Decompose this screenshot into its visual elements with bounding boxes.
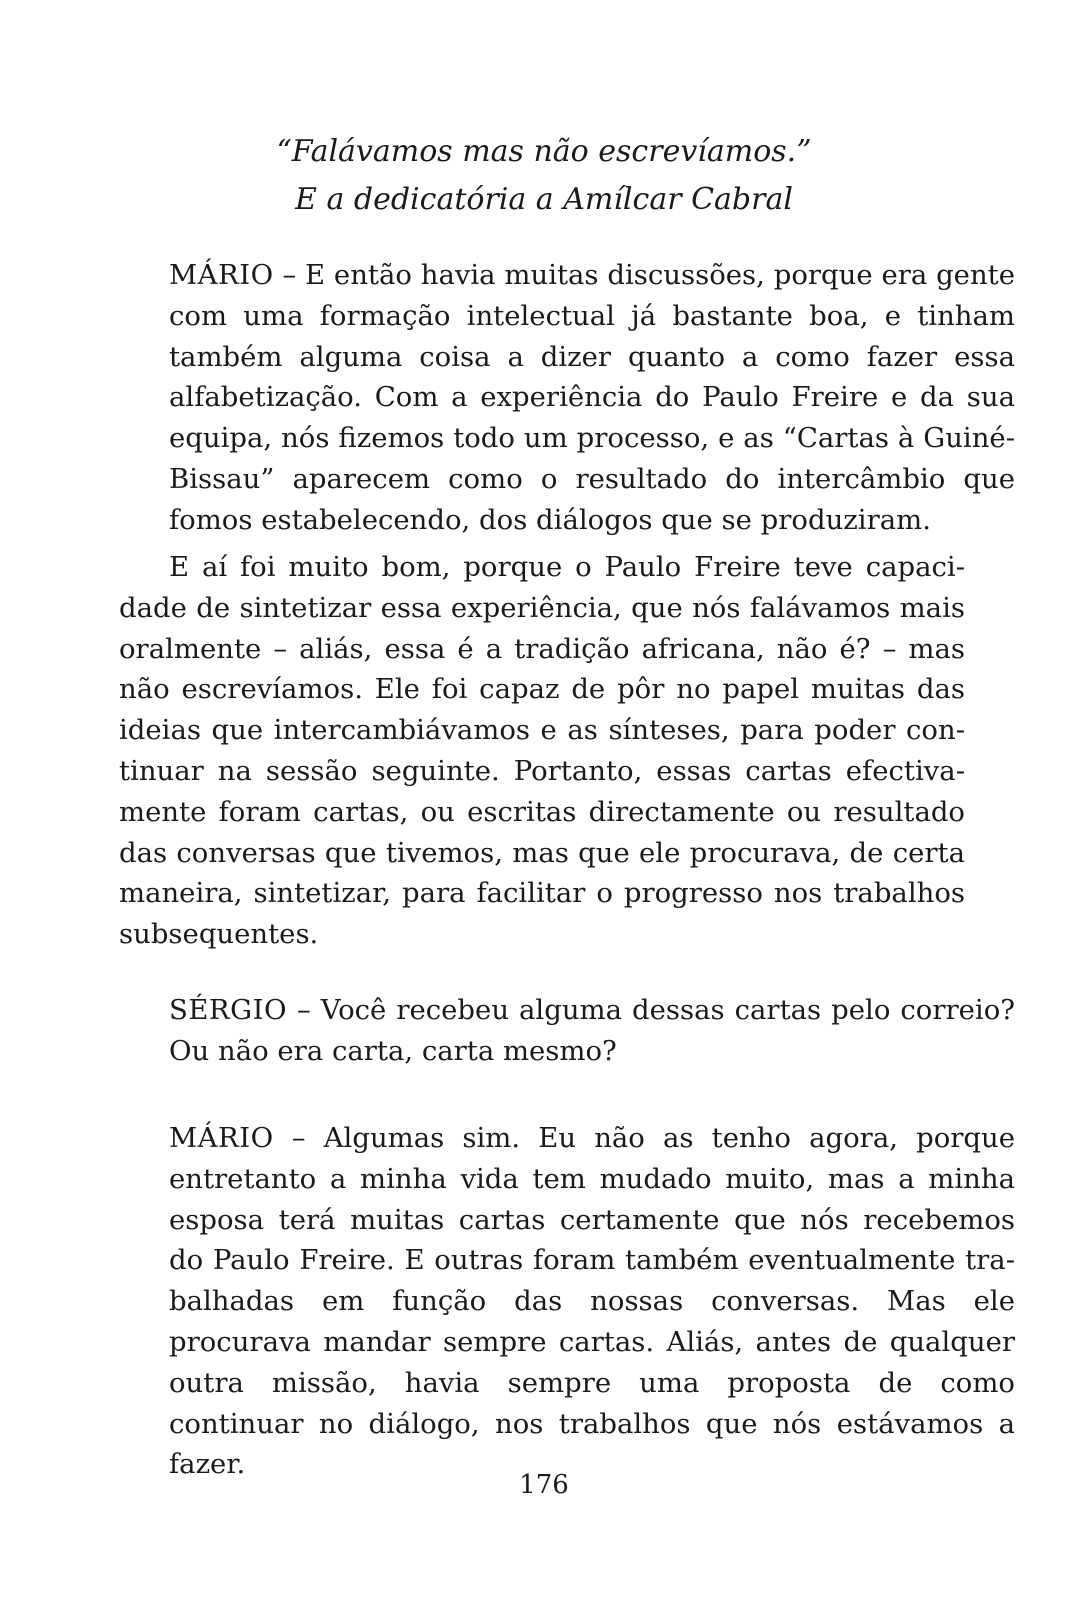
speaker-name: MÁRIO [169, 259, 274, 291]
paragraph-mario-1 [119, 255, 1015, 541]
paragraph-text: – Você recebeu alguma dessas cartas pelo correio? Ou não era carta, carta mesmo? [169, 994, 1015, 1067]
speaker-name: SÉRGIO [169, 994, 287, 1026]
paragraph-continuation [119, 547, 965, 955]
paragraph-sergio [119, 990, 1015, 1072]
paragraph-text: – E então havia muitas discussões, porque era gente com uma formação intelectual já bastante boa, e tinham também alguma coisa a dizer quanto a como fazer essa alfabetização. Com a experiência do Paulo Freire e da sua equipa, nós fizemos todo um processo, e as “Cartas à Guiné-Bissau” aparecem como o resultado do intercâmbio que fomos estabelecendo, dos diálogos que se produziram. [169, 259, 1015, 536]
chapter-heading [0, 128, 1088, 224]
chapter-heading-line-1: “Falávamos mas não escrevíamos.” [276, 134, 812, 169]
chapter-heading-line-2: E a dedicatória a Amílcar Cabral [295, 182, 793, 217]
paragraph-text: – Algumas sim. Eu não as tenho agora, porque entretanto a minha vida tem mudado muito, mas a minha esposa terá muitas cartas certamente que nós recebemos do Paulo Freire. E outras foram também eventualmente trabalhadas em função das nossas conversas. Mas ele procurava mandar sempre cartas. Aliás, antes de qualquer outra missão, havia sempre uma proposta de como continuar no diálogo, nos trabalhos que nós estávamos a fazer. [169, 1122, 1015, 1481]
paragraph-mario-2 [119, 1118, 1015, 1485]
paragraph-text: E aí foi muito bom, porque o Paulo Freire teve capacidade de sintetizar essa experiência, que nós falávamos mais oralmente – aliás, essa é a tradição africana, não é? – mas não escrevíamos. Ele foi capaz de pôr no papel muitas das ideias que intercambiávamos e as sínteses, para poder continuar na sessão seguinte. Portanto, essas cartas efectivamente foram cartas, ou escritas directamente ou resultado das conversas que tivemos, mas que ele procurava, de certa maneira, sintetizar, para facilitar o progresso nos trabalhos subsequentes. [119, 551, 965, 951]
page-number: 176 [519, 1470, 569, 1500]
speaker-name: MÁRIO [169, 1122, 274, 1154]
